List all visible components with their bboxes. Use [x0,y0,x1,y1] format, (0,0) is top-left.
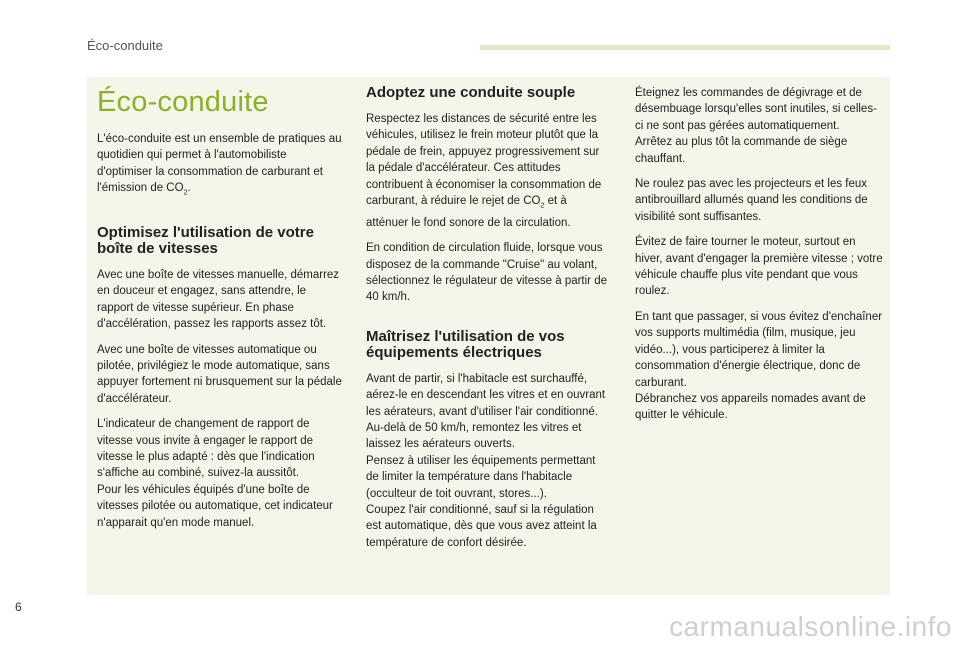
column-1 [97,85,342,540]
paragraph-cruise: En condition de circulation fluide, lorsque vous disposez de la commande "Cruise" au volant, sélectionnez le régulateur de vitesse à partir de 40 km/h. [366,242,608,304]
page-title: Éco-conduite [97,86,269,118]
safety-subscript: 2 [540,202,545,210]
paragraph-gear-indicator: L'indicateur de changement de rapport de vitesse vous invite à engager le rapport de vitesse le plus adapté : dès que l'indication s'affiche au combiné, suivez-la aussitôt. Pour les véhicules équipés d'une boîte de vitesses pilotée ou automatique, cet indicateur n'apparait qu'en mode manuel. [97,418,333,529]
paragraph-engine-idle: Évitez de faire tourner le moteur, surtout en hiver, avant d'engager la première vitesse ; votre véhicule chauffe plus vite pendant que vous roulez. [635,236,883,298]
intro-paragraph [97,131,342,202]
paragraph-air-conditioning: Avant de partir, si l'habitacle est surchauffé, aérez-le en descendant les vitres et en ouvrant les aérateurs, avant d'utiliser l'air conditionné. Au-delà de 50 km/h, remontez les vitres et laissez les aérateurs ouverts. Pensez à utiliser les équipements permettant de limiter la température dans l'habitacle (occulteur de toit ouvrant, stores...). Coupez l'air conditionné, sauf si la régulation est automatique, dès que vous avez atteint la température de confort désirée. [366,372,606,549]
paragraph-manual-gearbox: Avec une boîte de vitesses manuelle, démarrez en douceur et engagez, sans attendre, le rapport de vitesse supérieur. En phase d'accélération, passez les rapports assez tôt. [97,268,340,331]
column-3 [635,85,885,433]
heading-smooth-driving: Adoptez une conduite souple [366,84,576,101]
header-rule [480,45,890,50]
content-panel [87,77,890,595]
safety-suffix: et à atténuer le fond sonore de la circulation. [366,195,571,229]
heading-electrical-equipment: Maîtrisez l'utilisation de vos équipements électriques [366,327,565,361]
paragraph-headlights: Ne roulez pas avec les projecteurs et les feux antibrouillard allumés quand les conditions de visibilité sont suffisantes. [635,178,868,223]
column-2 [366,85,611,560]
page-number: 6 [15,600,22,614]
watermark: carmanualsonline.info [669,611,952,642]
paragraph-automatic-gearbox: Avec une boîte de vitesses automatique ou pilotée, privilégiez le mode automatique, sans appuyer fortement ni brusquement sur la pédale d'accélérateur. [97,343,342,405]
paragraph-multimedia: En tant que passager, si vous évitez d'enchaîner vos supports multimédia (film, musique, jeu vidéo...), vous participerez à limiter la consommation d'énergie électrique, donc de carburant. Débranchez vos appareils nomades avant de quitter le véhicule. [635,310,883,422]
paragraph-defrost: Éteignez les commandes de dégivrage et de désembuage lorsqu'elles sont inutiles, si celles-ci ne sont pas gérées automatiquement. Arrêtez au plus tôt la commande de siège chauffant. [635,87,877,165]
intro-suffix: . [187,182,191,195]
safety-text: Respectez les distances de sécurité entre les véhicules, utilisez le frein moteur plutôt que la pédale de frein, appuyez progressivement sur la pédale d'accélérateur. Ces attitudes contribuent à économiser la consommation de carburant, à réduire le rejet de CO [366,113,602,208]
intro-subscript: 2 [183,189,188,197]
running-header: Éco-conduite [87,38,163,53]
paragraph-safety-distance [366,111,611,231]
heading-gearbox: Optimisez l'utilisation de votre boîte de vitesses [97,223,314,257]
intro-text: L'éco-conduite est un ensemble de pratiques au quotidien qui permet à l'automobiliste d'optimiser la consommation de carburant et l'émission de CO [97,133,342,195]
